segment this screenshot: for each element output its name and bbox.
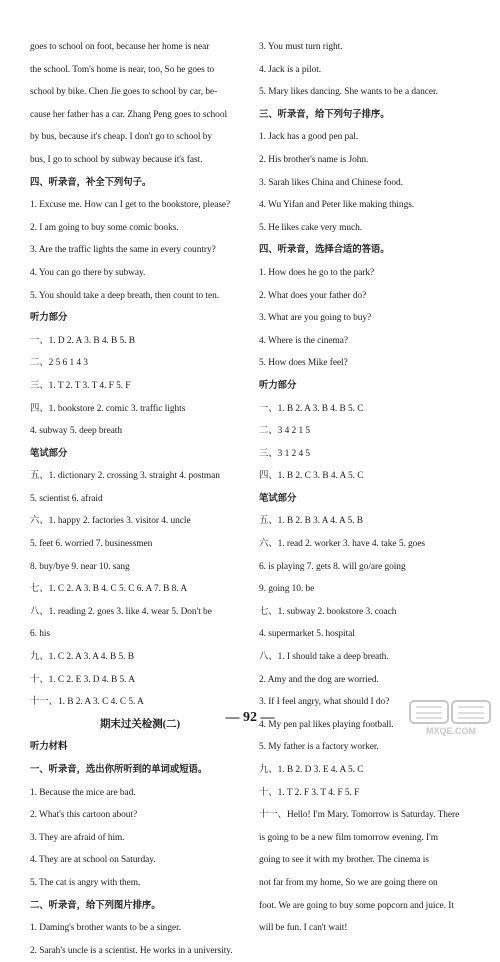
section-heading: 期末过关检测(二) bbox=[99, 718, 181, 730]
text-line: 2. What does your father do? bbox=[259, 290, 367, 301]
text-line: 一、1. D 2. A 3. B 4. B 5. B bbox=[30, 335, 135, 346]
text-line: 一、1. B 2. A 3. B 4. B 5. C bbox=[259, 403, 364, 414]
text-line: 3. They are afraid of him. bbox=[30, 832, 125, 843]
text-line: 七、1. subway 2. bookstore 3. coach bbox=[259, 606, 397, 617]
section-heading: 一、听录音，选出你所听到的单词或短语。 bbox=[30, 765, 208, 775]
right-column bbox=[259, 36, 484, 940]
text-line: is going to be a new film tomorrow evening. I'm bbox=[259, 832, 438, 843]
text-line: 九、1. C 2. A 3. A 4. B 5. B bbox=[30, 652, 134, 663]
text-line: 1. Daming's brother wants to be a singer. bbox=[30, 923, 181, 934]
text-line: 4. Where is the cinema? bbox=[259, 335, 349, 346]
text-line: bus, I go to school by subway because it's fast. bbox=[30, 154, 203, 165]
text-line: goes to school on foot, because her home is near bbox=[30, 42, 210, 52]
text-line: 5. How does Mike feel? bbox=[259, 358, 348, 369]
text-line: 8. buy/bye 9. near 10. sang bbox=[30, 561, 130, 572]
text-line: 5. My father is a factory worker. bbox=[259, 742, 379, 753]
text-line: 十一、Hello! I'm Mary. Tomorrow is Saturday. There bbox=[259, 810, 460, 821]
text-line: not far from my home, So we are going there on bbox=[259, 877, 438, 888]
text-line: 5. The cat is angry with them. bbox=[30, 877, 141, 888]
page-number: — 92 — bbox=[225, 710, 275, 725]
text-line: 9. going 10. be bbox=[259, 584, 315, 595]
text-line: 十一、1. B 2. A 3. C 4. C 5. A bbox=[30, 697, 144, 708]
text-line: 4. They are at school on Saturday. bbox=[30, 855, 156, 866]
section-heading: 四、听录音，选择合适的答语。 bbox=[259, 245, 390, 256]
section-heading: 听力部分 bbox=[30, 313, 68, 324]
text-line: 五、1. B 2. B 3. A 4. A 5. B bbox=[259, 516, 363, 527]
section-heading: 听力部分 bbox=[259, 380, 297, 391]
text-line: 2. What's this cartoon about? bbox=[30, 810, 138, 821]
text-line: 5. Mary likes dancing. She wants to be a dancer. bbox=[259, 87, 438, 98]
section-heading: 笔试部分 bbox=[259, 493, 297, 504]
text-line: 九、1. B 2. D 3. E 4. A 5. C bbox=[259, 765, 364, 775]
text-line: 二、2 5 6 1 4 3 bbox=[30, 358, 88, 369]
text-line: foot. We are going to buy some popcorn and juice. It bbox=[259, 900, 454, 911]
text-line: 5. He likes cake very much. bbox=[259, 222, 363, 233]
section-heading: 二、听录音，给下列图片排序。 bbox=[30, 900, 161, 911]
section-heading: 三、听录音，给下列句子排序。 bbox=[259, 109, 390, 120]
text-line: 十、1. C 2. E 3. D 4. B 5. A bbox=[30, 674, 135, 685]
text-line: 六、1. read 2. worker 3. have 4. take 5. goes bbox=[259, 539, 426, 550]
text-line: by bus, because it's cheap. I don't go to school by bbox=[30, 132, 213, 143]
section-heading: 四、听录音，补全下列句子。 bbox=[30, 177, 152, 188]
text-line: the school. Tom's home is near, too, So he goes to bbox=[30, 64, 215, 75]
text-line: 八、1. reading 2. goes 3. like 4. wear 5. Don't be bbox=[30, 606, 212, 617]
text-line: 三、1. T 2. T 3. T 4. F 5. F bbox=[30, 380, 131, 391]
text-line: 七、1. C 2. A 3. B 4. C 5. C 6. A 7. B 8. A bbox=[30, 584, 188, 595]
text-line: 6. is playing 7. gets 8. will go/are going bbox=[259, 561, 406, 572]
text-line: 4. supermarket 5. hospital bbox=[259, 629, 355, 640]
text-line: 八、1. I should take a deep breath. bbox=[259, 652, 389, 663]
section-heading: 听力材料 bbox=[30, 742, 68, 753]
text-line: 6. his bbox=[30, 629, 51, 640]
text-line: school by bike. Chen Jie goes to school by car, be- bbox=[30, 87, 218, 98]
text-line: 二、3 4 2 1 5 bbox=[259, 426, 311, 437]
section-heading: 笔试部分 bbox=[30, 448, 68, 459]
text-line: 3. Sarah likes China and Chinese food. bbox=[259, 177, 403, 188]
text-line: 1. Because the mice are bad. bbox=[30, 787, 136, 798]
text-line: 2. I am going to buy some comic books. bbox=[30, 222, 179, 233]
left-column bbox=[30, 36, 250, 962]
text-line: will be fun. I can't wait! bbox=[259, 923, 348, 934]
text-line: 1. Excuse me. How can I get to the bookstore, please? bbox=[30, 200, 231, 211]
text-line: 5. feet 6. worried 7. businessmen bbox=[30, 539, 153, 550]
text-line: cause her father has a car. Zhang Peng goes to school bbox=[30, 109, 228, 120]
text-line: 5. You should take a deep breath, then count to ten. bbox=[30, 290, 220, 301]
text-line: 3. You must turn right. bbox=[259, 42, 343, 52]
text-line: 3. What are you going to buy? bbox=[259, 313, 372, 324]
text-line: 五、1. dictionary 2. crossing 3. straight 4. postman bbox=[30, 471, 220, 482]
text-line: 2. Amy and the dog are worried. bbox=[259, 674, 379, 685]
text-line: 1. Jack has a good pen pal. bbox=[259, 132, 359, 143]
text-line: 六、1. happy 2. factories 3. visitor 4. uncle bbox=[30, 516, 191, 527]
text-line: 十、1. T 2. F 3. T 4. F 5. F bbox=[259, 787, 360, 798]
text-line: 4. subway 5. deep breath bbox=[30, 426, 123, 437]
text-line: 4. You can go there by subway. bbox=[30, 267, 146, 278]
text-line: going to see it with my brother. The cinema is bbox=[259, 855, 429, 866]
text-line: 1. How does he go to the park? bbox=[259, 267, 375, 278]
text-line: 四、1. B 2. C 3. B 4. A 5. C bbox=[259, 471, 364, 482]
watermark-logo bbox=[408, 697, 494, 737]
watermark-text: MXQE.COM bbox=[425, 726, 477, 736]
text-line: 4. My pen pal likes playing football. bbox=[259, 719, 394, 730]
text-line: 四、1. bookstore 2. comic 3. traffic lights bbox=[30, 403, 186, 414]
text-line: 三、3 1 2 4 5 bbox=[259, 448, 311, 459]
text-line: 5. scientist 6. afraid bbox=[30, 493, 103, 504]
text-line: 4. Jack is a pilot. bbox=[259, 64, 322, 75]
text-line: 2. Sarah's uncle is a scientist. He works in a university. bbox=[30, 945, 233, 956]
text-line: 3. If I feel angry, what should I do? bbox=[259, 697, 390, 708]
text-line: 4. Wu Yifan and Peter like making things. bbox=[259, 200, 415, 211]
text-line: 2. His brother's name is John. bbox=[259, 154, 369, 165]
text-line: 3. Are the traffic lights the same in every country? bbox=[30, 245, 216, 256]
